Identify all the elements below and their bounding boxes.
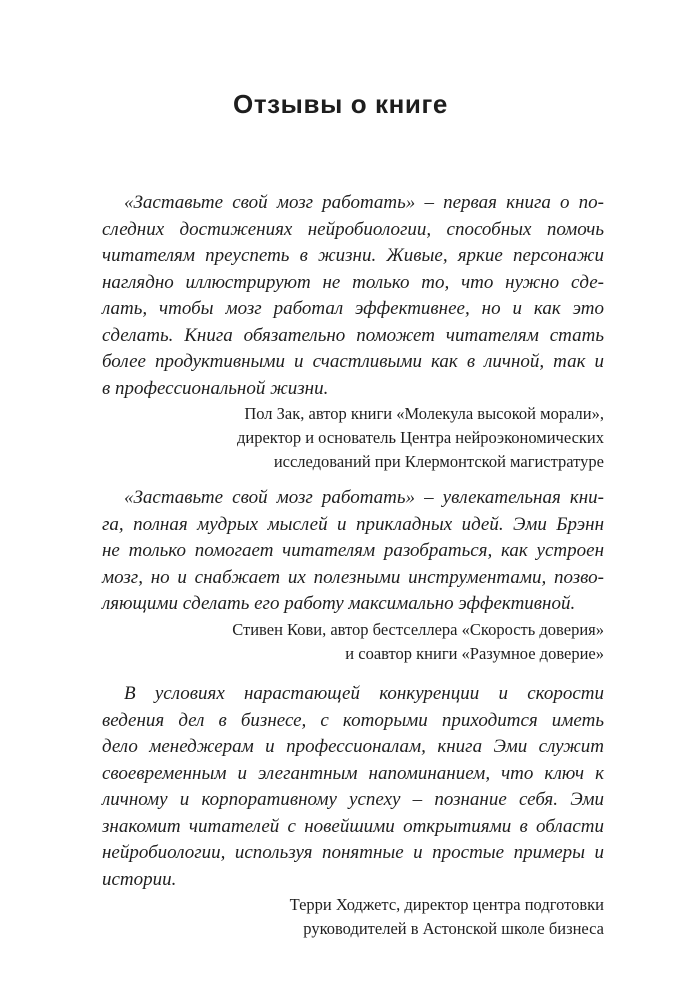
quote-line: «Заставьте свой мозг работать» – первая книга о по-: [124, 192, 604, 213]
attribution-line: Терри Ходжетс, директор центра подготовки: [289, 895, 604, 914]
quote-line: своевременным и элегантным напоминанием, что ключ к: [102, 762, 604, 784]
attribution-line: руководителей в Астонской школе бизнеса: [303, 919, 604, 938]
quote-line: лать, чтобы мозг работал эффективнее, но и как это: [102, 298, 604, 319]
quote-line: следних достижениях нейробиологии, способных помочь: [102, 218, 604, 240]
review-1: [102, 190, 604, 474]
quote-line: читателям преуспеть в жизни. Живые, яркие персонажи: [102, 245, 604, 266]
quote-line: личному и корпоративному успеху – познание себя. Эми: [102, 789, 604, 810]
quote-line: сделать. Книга обязательно поможет читателям стать: [102, 324, 604, 346]
quote-line: наглядно иллюстрируют не только то, что нужно сде-: [102, 271, 604, 293]
review-attribution: [102, 402, 604, 474]
review-2: [102, 485, 604, 666]
review-quote: [102, 485, 604, 618]
quote-line: ляющими сделать его работу максимально эффективной.: [102, 593, 576, 614]
review-attribution: [102, 893, 604, 941]
attribution-line: Пол Зак, автор книги «Молекула высокой морали»,: [244, 404, 604, 423]
quote-line: более продуктивными и счастливыми как в личной, так и: [102, 351, 604, 372]
quote-line: га, полная мудрых мыслей и прикладных идей. Эми Брэнн: [102, 513, 604, 535]
review-attribution: [102, 618, 604, 666]
review-quote: [102, 190, 604, 402]
quote-line: не только помогает читателям разобраться, как устроен: [102, 540, 604, 561]
attribution-line: исследований при Клермонтской магистратуре: [273, 452, 604, 471]
quote-line: нейробиологии, используя понятные и простые примеры и: [102, 842, 604, 863]
quote-line: дело менеджерам и профессионалам, книга Эми служит: [102, 736, 604, 757]
quote-line: знакомит читателей с новейшими открытиями в области: [102, 815, 604, 837]
page-title: Отзывы о книге: [233, 89, 448, 119]
review-3: [102, 681, 604, 941]
quote-line: истории.: [102, 868, 177, 890]
quote-line: ведения дел в бизнесе, с которыми приходится иметь: [102, 709, 604, 731]
quote-line: «Заставьте свой мозг работать» – увлекательная кни-: [124, 487, 604, 508]
review-quote: [102, 681, 604, 893]
quote-line: В условиях нарастающей конкуренции и скорости: [124, 683, 604, 704]
quote-line: в профессиональной жизни.: [102, 377, 329, 399]
quote-line: мозг, но и снабжает их полезными инструментами, позво-: [102, 566, 604, 588]
attribution-line: Стивен Кови, автор бестселлера «Скорость доверия»: [232, 619, 604, 639]
attribution-line: директор и основатель Центра нейроэкономических: [237, 428, 604, 447]
attribution-line: и соавтор книги «Разумное доверие»: [345, 643, 604, 663]
